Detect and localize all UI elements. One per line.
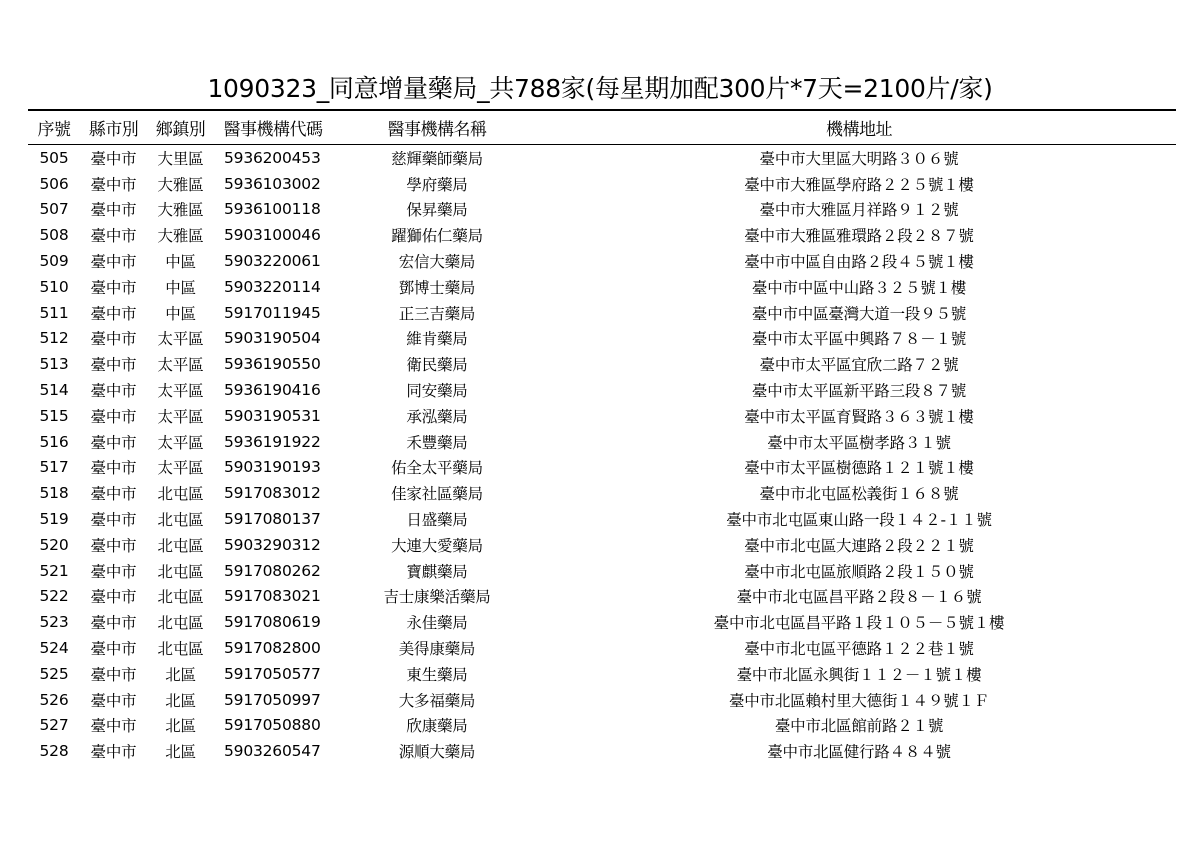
cell-name: 吉士康樂活藥局 <box>383 588 491 607</box>
cell-seq: 519 <box>39 510 69 529</box>
cell-name: 承泓藥局 <box>406 407 468 426</box>
cell-code: 5903290312 <box>224 535 321 554</box>
cell-name: 寶麒藥局 <box>406 562 468 581</box>
cell-county: 臺中市 <box>90 588 137 607</box>
cell-address: 臺中市太平區中興路７８－１號 <box>751 330 967 349</box>
cell-town: 大雅區 <box>157 201 204 220</box>
cell-town: 大里區 <box>157 149 204 168</box>
cell-code: 5917083021 <box>224 587 321 606</box>
cell-address: 臺中市大里區大明路３０６號 <box>759 149 959 168</box>
pharmacy-table <box>28 109 1176 764</box>
cell-town: 北屯區 <box>157 536 204 555</box>
cell-code: 5936200453 <box>224 148 321 167</box>
cell-code: 5917080137 <box>224 510 321 529</box>
table-row <box>28 480 1176 506</box>
header-town: 鄉鎮別 <box>147 110 214 145</box>
header-name: 醫事機構名稱 <box>332 110 542 145</box>
table-row <box>28 713 1176 739</box>
cell-seq: 515 <box>39 406 69 425</box>
table-row <box>28 661 1176 687</box>
cell-address: 臺中市太平區樹德路１２１號１樓 <box>744 459 974 478</box>
cell-county: 臺中市 <box>90 330 137 349</box>
table-row <box>28 635 1176 661</box>
cell-town: 太平區 <box>157 382 204 401</box>
table-header <box>28 110 1176 145</box>
cell-address: 臺中市大雅區月祥路９１２號 <box>759 201 959 220</box>
table-row <box>28 377 1176 403</box>
cell-county: 臺中市 <box>90 562 137 581</box>
cell-code: 5917080619 <box>224 613 321 632</box>
header-address: 機構地址 <box>542 110 1176 145</box>
cell-name: 鄧博士藥局 <box>398 278 476 297</box>
cell-code: 5917011945 <box>224 303 321 322</box>
cell-county: 臺中市 <box>90 640 137 659</box>
cell-county: 臺中市 <box>90 485 137 504</box>
cell-address: 臺中市大雅區學府路２２５號１樓 <box>744 175 974 194</box>
cell-county: 臺中市 <box>90 407 137 426</box>
cell-code: 5903190193 <box>224 458 321 477</box>
header-seq: 序號 <box>28 110 80 145</box>
cell-name: 欣康藥局 <box>406 717 468 736</box>
cell-code: 5903100046 <box>224 226 321 245</box>
table-row <box>28 171 1176 197</box>
cell-seq: 520 <box>39 535 69 554</box>
cell-seq: 514 <box>39 381 69 400</box>
cell-code: 5917050577 <box>224 664 321 683</box>
cell-town: 中區 <box>165 304 196 323</box>
cell-code: 5917083012 <box>224 484 321 503</box>
cell-town: 北屯區 <box>157 511 204 530</box>
cell-county: 臺中市 <box>90 433 137 452</box>
cell-code: 5936191922 <box>224 432 321 451</box>
cell-name: 東生藥局 <box>406 665 468 684</box>
cell-seq: 509 <box>39 252 69 271</box>
cell-seq: 527 <box>39 716 69 735</box>
cell-code: 5903190504 <box>224 329 321 348</box>
table-row <box>28 584 1176 610</box>
cell-address: 臺中市北區永興街１１２－１號１樓 <box>736 665 982 684</box>
cell-name: 慈輝藥師藥局 <box>391 149 483 168</box>
cell-county: 臺中市 <box>90 536 137 555</box>
cell-address: 臺中市北屯區平德路１２２巷１號 <box>744 640 974 659</box>
table-row <box>28 197 1176 223</box>
cell-county: 臺中市 <box>90 459 137 478</box>
cell-address: 臺中市北區賴村里大德街１４９號１Ｆ <box>728 691 990 710</box>
cell-name: 大連大愛藥局 <box>391 536 483 555</box>
cell-name: 學府藥局 <box>406 175 468 194</box>
cell-name: 源順大藥局 <box>398 743 476 762</box>
cell-town: 北屯區 <box>157 614 204 633</box>
cell-town: 北區 <box>165 743 196 762</box>
cell-town: 大雅區 <box>157 175 204 194</box>
cell-name: 宏信大藥局 <box>398 253 476 272</box>
cell-name: 佳家社區藥局 <box>391 485 483 504</box>
cell-name: 日盛藥局 <box>406 511 468 530</box>
cell-address: 臺中市中區自由路２段４５號１樓 <box>744 253 974 272</box>
header-row <box>28 110 1176 145</box>
cell-county: 臺中市 <box>90 304 137 323</box>
cell-seq: 521 <box>39 561 69 580</box>
cell-code: 5917082800 <box>224 639 321 658</box>
cell-town: 太平區 <box>157 356 204 375</box>
cell-county: 臺中市 <box>90 691 137 710</box>
cell-address: 臺中市中區中山路３２５號１樓 <box>751 278 967 297</box>
table-row <box>28 609 1176 635</box>
cell-code: 5936190416 <box>224 381 321 400</box>
cell-town: 北區 <box>165 717 196 736</box>
cell-address: 臺中市中區臺灣大道一段９５號 <box>751 304 967 323</box>
cell-town: 太平區 <box>157 433 204 452</box>
cell-seq: 512 <box>39 329 69 348</box>
cell-county: 臺中市 <box>90 278 137 297</box>
cell-seq: 511 <box>39 303 69 322</box>
cell-seq: 523 <box>39 613 69 632</box>
table-row <box>28 738 1176 764</box>
cell-county: 臺中市 <box>90 175 137 194</box>
cell-town: 北區 <box>165 665 196 684</box>
table-row <box>28 326 1176 352</box>
cell-address: 臺中市太平區育賢路３６３號１樓 <box>744 407 974 426</box>
cell-code: 5917050880 <box>224 716 321 735</box>
cell-address: 臺中市大雅區雅環路２段２８７號 <box>744 227 974 246</box>
cell-address: 臺中市北區館前路２１號 <box>774 717 944 736</box>
cell-seq: 517 <box>39 458 69 477</box>
cell-county: 臺中市 <box>90 149 137 168</box>
cell-town: 太平區 <box>157 459 204 478</box>
cell-county: 臺中市 <box>90 665 137 684</box>
cell-name: 維肯藥局 <box>406 330 468 349</box>
cell-county: 臺中市 <box>90 382 137 401</box>
cell-seq: 518 <box>39 484 69 503</box>
cell-name: 永佳藥局 <box>406 614 468 633</box>
cell-name: 佑全太平藥局 <box>391 459 483 478</box>
cell-code: 5903260547 <box>224 742 321 761</box>
cell-seq: 513 <box>39 355 69 374</box>
cell-county: 臺中市 <box>90 227 137 246</box>
table-row <box>28 506 1176 532</box>
cell-seq: 507 <box>39 200 69 219</box>
table-row <box>28 145 1176 171</box>
cell-town: 北屯區 <box>157 640 204 659</box>
cell-address: 臺中市太平區新平路三段８７號 <box>751 382 967 401</box>
cell-county: 臺中市 <box>90 356 137 375</box>
cell-seq: 526 <box>39 690 69 709</box>
cell-name: 保昇藥局 <box>406 201 468 220</box>
table-row <box>28 248 1176 274</box>
header-code: 醫事機構代碼 <box>214 110 332 145</box>
table-row <box>28 429 1176 455</box>
cell-county: 臺中市 <box>90 511 137 530</box>
cell-town: 中區 <box>165 253 196 272</box>
cell-address: 臺中市北屯區昌平路１段１０５－５號１樓 <box>713 614 1005 633</box>
cell-town: 北屯區 <box>157 588 204 607</box>
page-title: 1090323_同意增量藥局_共788家(每星期加配300片*7天=2100片/家) <box>207 74 993 103</box>
cell-name: 美得康藥局 <box>398 640 476 659</box>
cell-town: 北屯區 <box>157 485 204 504</box>
cell-seq: 505 <box>39 148 69 167</box>
cell-town: 大雅區 <box>157 227 204 246</box>
cell-code: 5917050997 <box>224 690 321 709</box>
cell-town: 太平區 <box>157 407 204 426</box>
table-row <box>28 532 1176 558</box>
cell-name: 衛民藥局 <box>406 356 468 375</box>
cell-code: 5936190550 <box>224 355 321 374</box>
table-body <box>28 145 1176 765</box>
cell-address: 臺中市北屯區東山路一段１４２-１１號 <box>726 511 992 530</box>
cell-county: 臺中市 <box>90 743 137 762</box>
cell-seq: 508 <box>39 226 69 245</box>
cell-address: 臺中市北屯區松義街１６８號 <box>759 485 959 504</box>
cell-address: 臺中市北區健行路４８４號 <box>767 743 951 762</box>
cell-address: 臺中市北屯區旅順路２段１５０號 <box>744 562 974 581</box>
cell-county: 臺中市 <box>90 253 137 272</box>
header-county: 縣市別 <box>80 110 147 145</box>
cell-seq: 524 <box>39 639 69 658</box>
cell-name: 正三吉藥局 <box>398 304 476 323</box>
cell-county: 臺中市 <box>90 717 137 736</box>
cell-town: 北區 <box>165 691 196 710</box>
cell-county: 臺中市 <box>90 201 137 220</box>
cell-address: 臺中市太平區樹孝路３１號 <box>767 433 951 452</box>
cell-seq: 525 <box>39 664 69 683</box>
cell-seq: 506 <box>39 174 69 193</box>
cell-name: 躍獅佑仁藥局 <box>391 227 483 246</box>
cell-town: 太平區 <box>157 330 204 349</box>
table-row <box>28 455 1176 481</box>
cell-name: 禾豐藥局 <box>406 433 468 452</box>
table-row <box>28 351 1176 377</box>
cell-code: 5903190531 <box>224 406 321 425</box>
table-row <box>28 274 1176 300</box>
cell-code: 5936100118 <box>224 200 321 219</box>
table-row <box>28 687 1176 713</box>
cell-name: 大多福藥局 <box>398 691 476 710</box>
cell-code: 5903220114 <box>224 277 321 296</box>
cell-name: 同安藥局 <box>406 382 468 401</box>
cell-town: 北屯區 <box>157 562 204 581</box>
cell-town: 中區 <box>165 278 196 297</box>
cell-seq: 522 <box>39 587 69 606</box>
table-row <box>28 558 1176 584</box>
cell-county: 臺中市 <box>90 614 137 633</box>
cell-code: 5903220061 <box>224 252 321 271</box>
table-row <box>28 222 1176 248</box>
cell-address: 臺中市太平區宜欣二路７２號 <box>759 356 959 375</box>
cell-code: 5917080262 <box>224 561 321 580</box>
cell-seq: 528 <box>39 742 69 761</box>
cell-address: 臺中市北屯區大連路２段２２１號 <box>744 536 974 555</box>
cell-seq: 516 <box>39 432 69 451</box>
cell-address: 臺中市北屯區昌平路２段８－１６號 <box>736 588 982 607</box>
cell-code: 5936103002 <box>224 174 321 193</box>
table-row <box>28 300 1176 326</box>
table-row <box>28 403 1176 429</box>
cell-seq: 510 <box>39 277 69 296</box>
